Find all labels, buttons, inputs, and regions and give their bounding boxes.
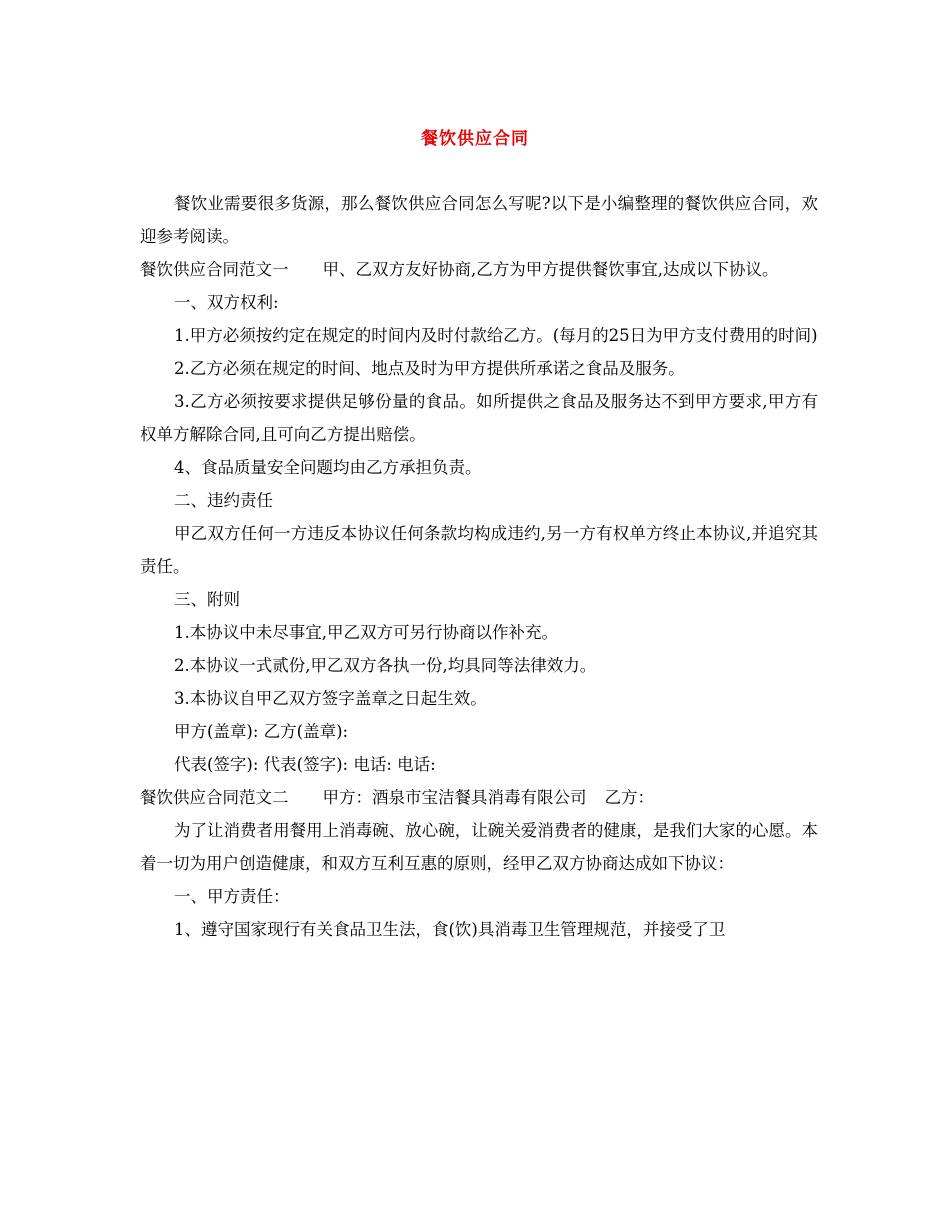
sample1-sign-line1: 甲方(盖章): 乙方(盖章): — [174, 722, 349, 741]
sample2-party-a: 甲方：酒泉市宝洁餐具消毒有限公司 — [322, 788, 587, 807]
document-body — [140, 187, 818, 946]
sample2-section1-heading: 一、甲方责任： — [174, 887, 290, 906]
sample2-heading-line — [140, 781, 818, 814]
document-title: 餐饮供应合同 — [421, 129, 529, 149]
sample1-s1-item1: 1.甲方必须按约定在规定的时间内及时付款给乙方。(每月的25日为甲方支付费用的时间) — [174, 326, 818, 345]
sample1-section3-heading: 三、附则 — [174, 590, 240, 609]
sample1-s3-item1: 1.本协议中未尽事宜,甲乙双方可另行协商以作补充。 — [174, 623, 558, 642]
sample1-s3-item2: 2.本协议一式贰份,甲乙双方各执一份,均具同等法律效力。 — [174, 656, 597, 675]
sample1-s1-item3: 3.乙方必须按要求提供足够份量的食品。如所提供之食品及服务达不到甲方要求,甲方有权单方解除合同,且可向乙方提出赔偿。 — [140, 392, 818, 444]
sample2-s1-item1: 1、遵守国家现行有关食品卫生法，食(饮)具消毒卫生管理规范，并接受了卫 — [174, 920, 726, 939]
sample1-sign-line2: 代表(签字): 代表(签字): 电话: 电话: — [174, 755, 436, 774]
sample1-s1-item2: 2.乙方必须在规定的时间、地点及时为甲方提供所承诺之食品及服务。 — [174, 359, 685, 378]
intro-paragraph: 餐饮业需要很多货源，那么餐饮供应合同怎么写呢?以下是小编整理的餐饮供应合同，欢迎参考阅读。 — [140, 194, 818, 246]
sample1-s3-item3: 3.本协议自甲乙双方签字盖章之日起生效。 — [174, 689, 487, 708]
sample2-opening: 为了让消费者用餐用上消毒碗、放心碗，让碗关爱消费者的健康，是我们大家的心愿。本着一切为用户创造健康，和双方互利互惠的原则，经甲乙双方协商达成如下协议： — [140, 821, 818, 873]
sample1-section2-heading: 二、违约责任 — [174, 491, 273, 510]
sample2-label: 餐饮供应合同范文二 — [140, 788, 289, 807]
sample1-opening: 甲、乙双方友好协商,乙方为甲方提供餐饮事宜,达成以下协议。 — [322, 260, 779, 279]
sample2-party-b: 乙方： — [604, 788, 654, 807]
sample1-label: 餐饮供应合同范文一 — [140, 260, 289, 279]
sample1-s1-item4: 4、食品质量安全问题均由乙方承担负责。 — [174, 458, 482, 477]
sample1-s2-text: 甲乙双方任何一方违反本协议任何条款均构成违约,另一方有权单方终止本协议,并追究其责任。 — [140, 524, 818, 576]
sample1-opening-line — [140, 253, 818, 286]
sample1-section1-heading: 一、双方权利: — [174, 293, 279, 312]
